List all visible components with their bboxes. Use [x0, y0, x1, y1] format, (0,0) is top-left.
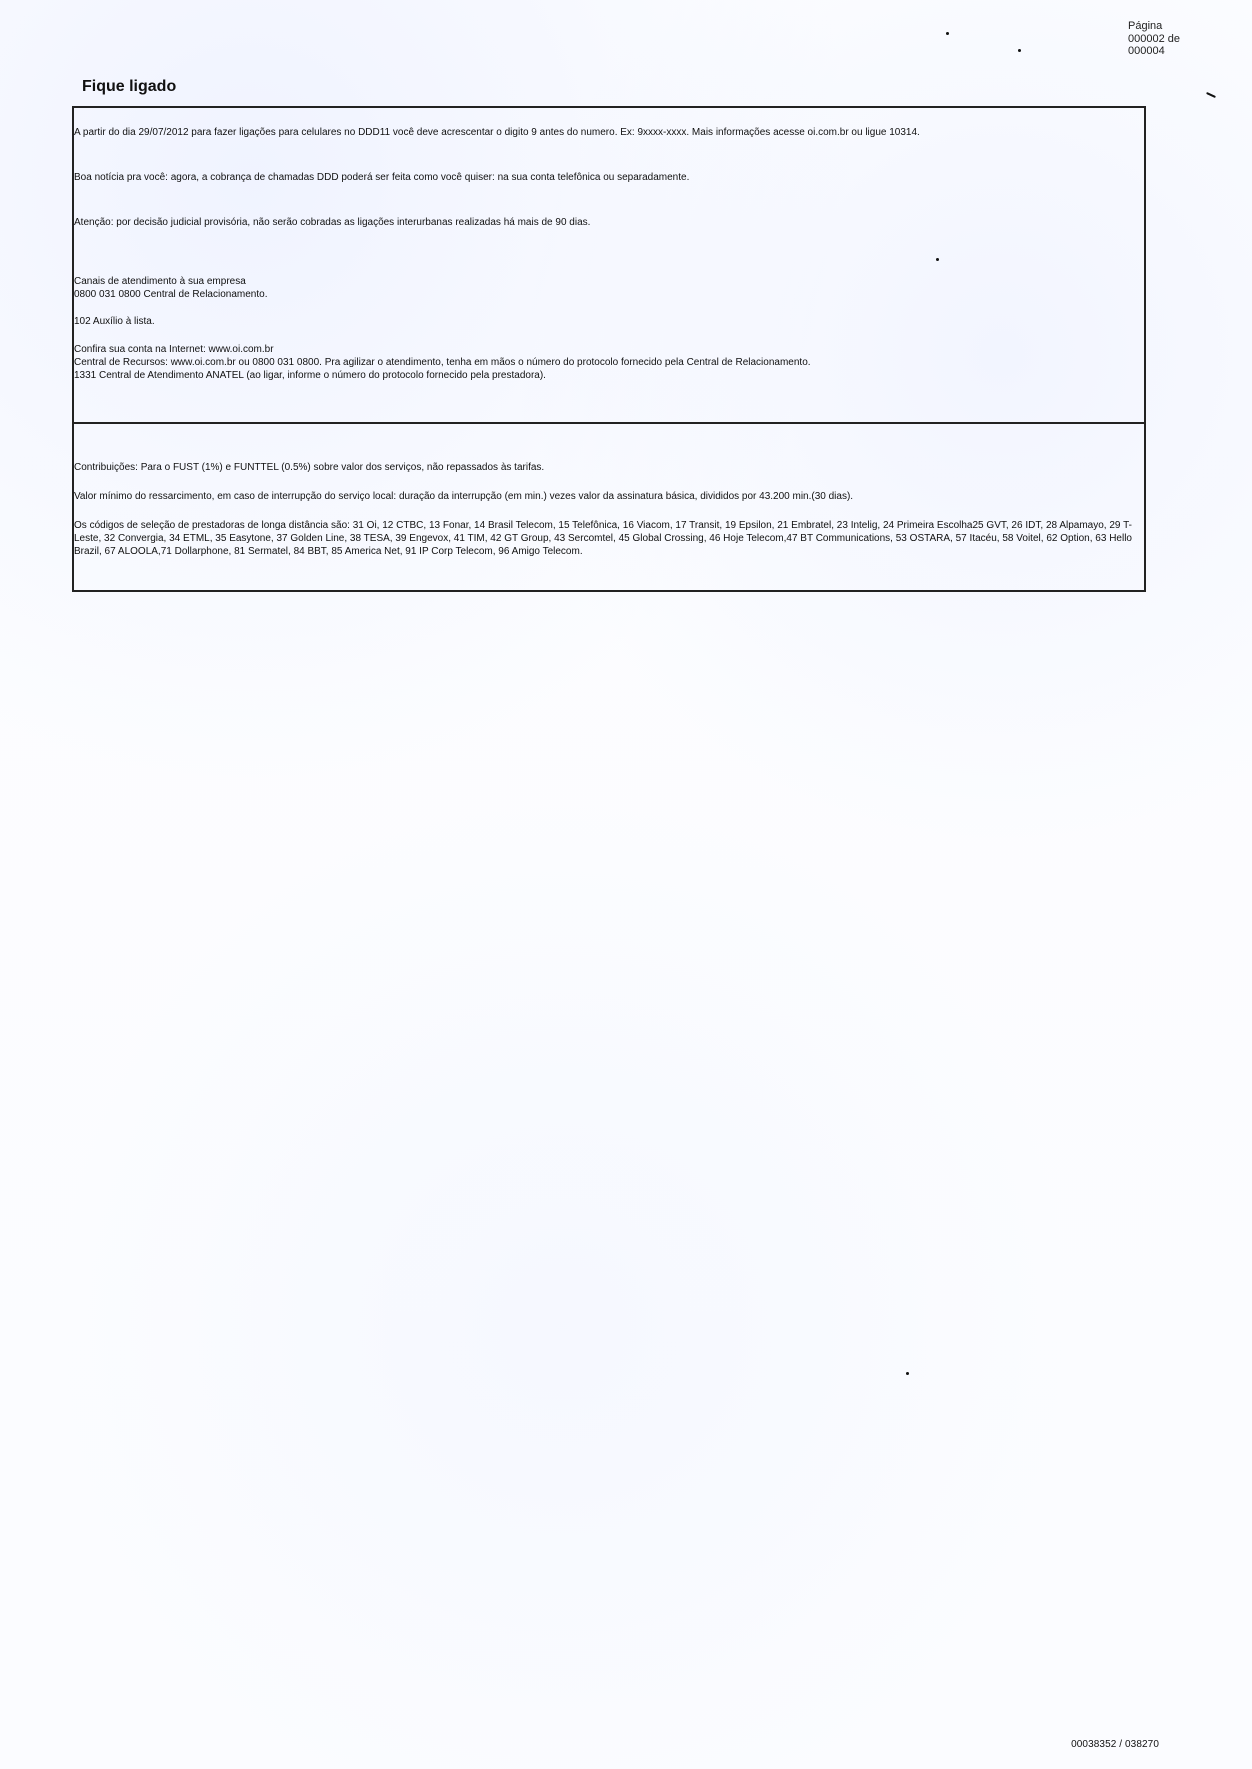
refund-text: Valor mínimo do ressarcimento, em caso de interrupção do serviço local: duração da interrupção (em min.) vezes valor da assinatura básica, divididos por 43.200 min.(30 dias). — [74, 491, 854, 502]
resource-center: Central de Recursos: www.oi.com.br ou 0800 031 0800. Pra agilizar o atendimento, tenha em mãos o número do protocolo fornecido pela Central de Relacionamento. — [74, 357, 811, 368]
scan-mark — [1206, 92, 1216, 98]
internet-account: Confira sua conta na Internet: www.oi.com.br — [74, 344, 274, 355]
footer-code: 00038352 / 038270 — [1071, 1739, 1159, 1750]
contributions-text: Contribuições: Para o FUST (1%) e FUNTTEL (0.5%) sobre valor dos serviços, não repassados às tarifas. — [74, 462, 545, 473]
notice-ddd11: A partir do dia 29/07/2012 para fazer ligações para celulares no DDD11 você deve acrescentar o digito 9 antes do numero. Ex: 9xxxx-xxxx. Mais informações acesse oi.com.br ou ligue 10314. — [74, 127, 920, 138]
page-total: 000004 — [1128, 45, 1165, 58]
notice-judicial-decision: Atenção: por decisão judicial provisória, não serão cobradas as ligações interurbanas realizadas há mais de 90 dias. — [74, 217, 591, 228]
anatel-center: 1331 Central de Atendimento ANATEL (ao ligar, informe o número do protocolo fornecido pela prestadora). — [74, 370, 546, 381]
scan-speck — [936, 258, 939, 261]
relationship-center: 0800 031 0800 Central de Relacionamento. — [74, 289, 268, 300]
section-title: Fique ligado — [82, 78, 177, 95]
service-channels-title: Canais de atendimento à sua empresa — [74, 276, 246, 287]
page-label: Página — [1128, 20, 1163, 32]
page-number-marker — [1128, 20, 1180, 58]
carrier-codes-text: Os códigos de seleção de prestadoras de longa distância são: 31 Oi, 12 CTBC, 13 Fonar, 14 Brasil Telecom, 15 Telefônica, 16 Viacom, 17 Transit, 19 Epsilon, 21 Embratel, 23 Intelig, 24 Primeira Escolha25 GVT, 26 IDT, 28 Alpamayo, 29 T-Leste, 32 Convergia, 34 ETML, 35 Easytone, 37 Golden Line, 38 TESA, 39 Engevox, 41 TIM, 42 GT Group, 43 Sercomtel, 45 Global Crossing, 46 Hoje Telecom,47 BT Communications, 53 OSTARA, 57 Itacéu, 58 Voitel, 62 Option, 63 Hello Brazil, 67 ALOOLA,71 Dollarphone, 81 Sermatel, 84 BBT, 85 America Net, 91 IP Corp Telecom, 96 Amigo Telecom. — [74, 520, 1132, 557]
scan-speck — [906, 1372, 909, 1375]
scan-speck — [946, 32, 949, 35]
page-current: 000002 de — [1128, 32, 1180, 45]
notice-box — [72, 106, 1146, 592]
section-divider — [74, 422, 1144, 424]
directory-assistance: 102 Auxílio à lista. — [74, 316, 155, 327]
notice-billing: Boa notícia pra você: agora, a cobrança de chamadas DDD poderá ser feita como você quiser: na sua conta telefônica ou separadamente. — [74, 172, 690, 183]
scan-speck — [1018, 49, 1021, 52]
